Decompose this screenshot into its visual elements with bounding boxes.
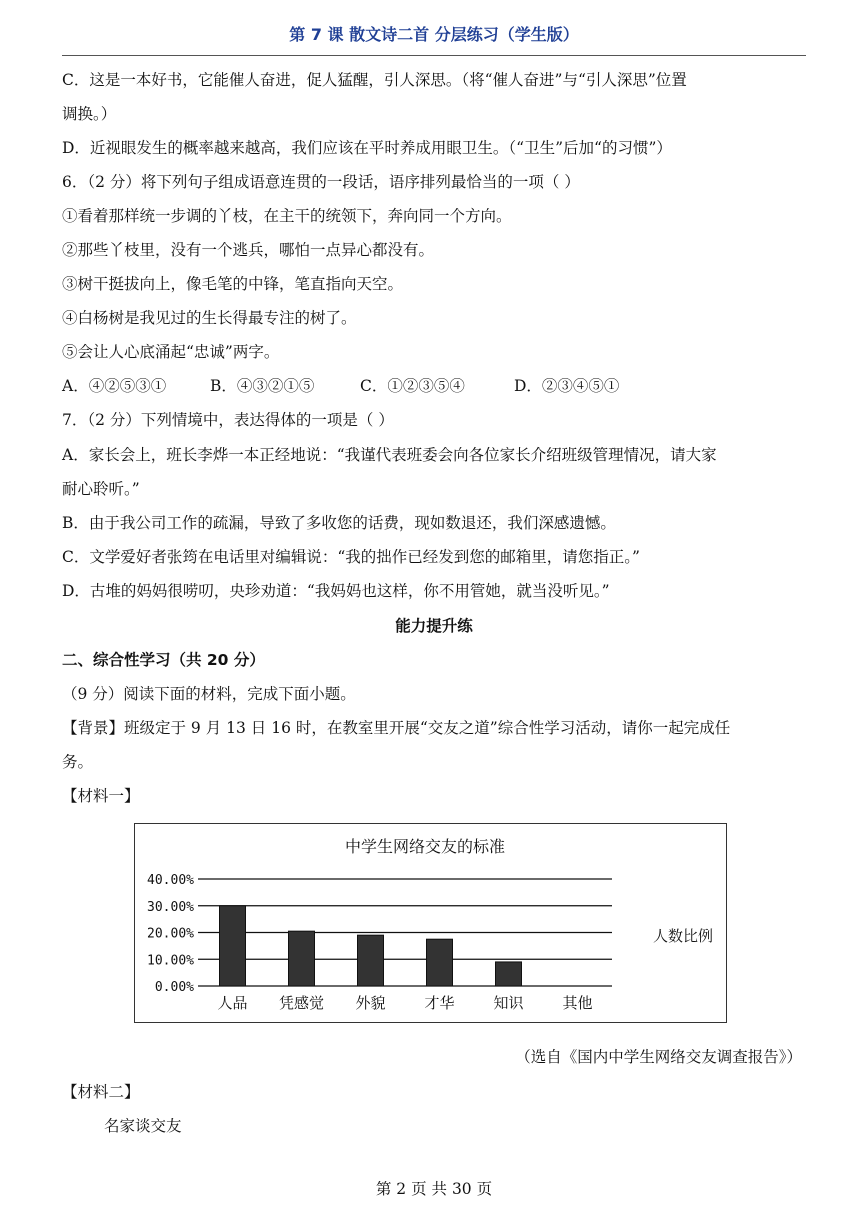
y-tick-label: 20.00% (147, 926, 194, 942)
background-text-cont: 务。 (62, 753, 94, 771)
material-two-label: 【材料二】 (62, 1083, 140, 1101)
x-tick-label: 知识 (493, 994, 524, 1012)
q6-option-c: C．①②③⑤④ (360, 377, 465, 395)
material-intro: （9 分）阅读下面的材料，完成下面小题。 (62, 685, 356, 703)
material-two-title: 名家谈交友 (104, 1117, 182, 1135)
chart-source: （选自《国内中学生网络交友调查报告》） (515, 1048, 802, 1066)
q7-option-d: D．古堆的妈妈很唠叨，央珍劝道：“我妈妈也这样，你不用管她，就当没听见。” (62, 582, 610, 600)
part-two-heading: 二、综合性学习（共 20 分） (62, 651, 265, 669)
x-tick-label: 人品 (217, 994, 248, 1012)
bar (427, 939, 453, 986)
y-tick-label: 40.00% (147, 873, 194, 888)
q6-stem: 6．（2 分）将下列句子组成语意连贯的一段话，语序排列最恰当的一项（ ） (62, 173, 580, 191)
bar (289, 931, 315, 986)
q5-option-d: D．近视眼发生的概率越来越高，我们应该在平时养成用眼卫生。（“卫生”后加“的习惯”） (62, 139, 672, 157)
q6-sentence-2: ②那些丫枝里，没有一个逃兵，哪怕一点异心都没有。 (62, 241, 435, 259)
bar (496, 962, 522, 986)
q7-option-a-cont: 耐心聆听。” (62, 480, 140, 498)
legend-label: 人数比例 (652, 927, 714, 945)
q7-option-a: A．家长会上，班长李烨一本正经地说：“我谨代表班委会向各位家长介绍班级管理情况，请大家 (62, 446, 717, 464)
x-tick-label: 其他 (562, 994, 593, 1012)
q6-sentence-5: ⑤会让人心底涌起“忠诚”两字。 (62, 343, 280, 361)
q6-option-d: D．②③④⑤① (514, 377, 620, 395)
q5-option-c-cont: 调换。） (62, 105, 117, 123)
page-footer: 第 2 页 共 30 页 (375, 1180, 493, 1198)
q7-option-c: C．文学爱好者张筠在电话里对编辑说：“我的拙作已经发到您的邮箱里，请您指正。” (62, 548, 640, 566)
q6-options (62, 376, 619, 396)
background-text: 【背景】班级定于 9 月 13 日 16 时，在教室里开展“交友之道”综合性学习活动，请你一起完成任 (62, 719, 731, 737)
page-header-title: 第 7 课 散文诗二首 分层练习（学生版） (289, 25, 579, 44)
bar (220, 906, 246, 986)
q5-option-c: C．这是一本好书，它能催人奋进，促人猛醒，引人深思。（将“催人奋进”与“引人深思”位置 (62, 71, 687, 89)
q7-option-b: B．由于我公司工作的疏漏，导致了多收您的话费，现如数退还，我们深感遗憾。 (62, 514, 616, 532)
bar-chart-svg (135, 824, 728, 1024)
x-tick-label: 凭感觉 (278, 994, 325, 1012)
q6-sentence-4: ④白杨树是我见过的生长得最专注的树了。 (62, 309, 357, 327)
y-tick-label: 10.00% (147, 953, 194, 969)
q7-stem: 7．（2 分）下列情境中，表达得体的一项是（ ） (62, 411, 394, 429)
q6-sentence-1: ①看着那样统一步调的丫枝，在主干的统领下，奔向同一个方向。 (62, 207, 512, 225)
y-tick-label: 30.00% (147, 899, 194, 915)
q6-option-a: A．④②⑤③① (62, 377, 167, 395)
x-tick-label: 外貌 (355, 994, 386, 1012)
bar (358, 935, 384, 986)
q6-sentence-3: ③树干挺拔向上，像毛笔的中锋，笔直指向天空。 (62, 275, 404, 293)
y-tick-label: 0.00% (154, 980, 194, 995)
section-heading: 能力提升练 (395, 617, 473, 635)
material-one-label: 【材料一】 (62, 787, 140, 805)
x-tick-label: 才华 (424, 994, 455, 1012)
header-divider (62, 55, 806, 56)
bar-chart (134, 823, 727, 1023)
q6-option-b: B．④③②①⑤ (210, 377, 315, 395)
chart-title: 中学生网络交友的标准 (344, 837, 506, 856)
